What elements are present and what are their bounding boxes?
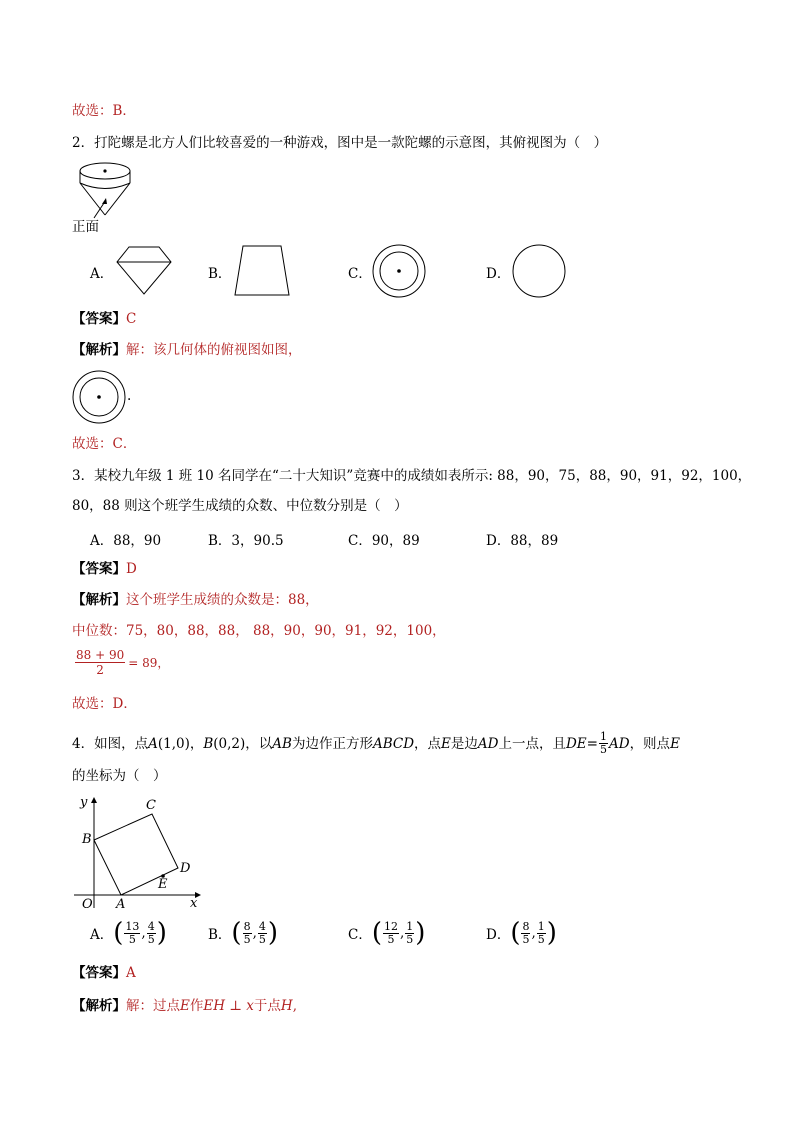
option-label: D．	[486, 927, 511, 943]
fraction-denominator: 5	[522, 932, 530, 946]
q4-seg-ad: AD	[608, 735, 630, 752]
fraction-numerator: 4	[147, 919, 155, 933]
left-paren: (	[371, 918, 382, 948]
right-paren: )	[156, 918, 167, 948]
q3-option-b: B．3，90.5	[208, 533, 284, 549]
q4-analysis-x: x	[246, 998, 254, 1014]
q1-conclusion-text: 故选：B．	[72, 103, 136, 119]
q4-point-e: E	[670, 735, 680, 752]
fraction-denominator: 5	[599, 743, 607, 756]
q4-option-d	[486, 920, 557, 946]
q2-option-a-label: A．	[90, 266, 114, 282]
q4-square-name: ABCD	[372, 735, 415, 752]
q2-analysis-text: 解：该几何体的俯视图如图，	[126, 342, 302, 358]
q4-stem-line1	[72, 731, 680, 756]
q3-analysis-line	[72, 591, 319, 609]
x-fraction	[243, 921, 252, 946]
x-fraction	[383, 921, 399, 946]
fraction-numerator: 8	[243, 919, 251, 933]
q2-option-d-figure	[511, 243, 567, 299]
fig-label-e: E	[158, 877, 168, 892]
q3-stem-line1: 3．某校九年级 1 班 10 名同学在“二十大知识”竞赛中的成绩如表所示: 88，90，75，88，90，91，92，100，	[72, 468, 752, 484]
fraction-numerator: 12	[384, 919, 398, 933]
q4-option-c	[348, 920, 425, 946]
q4-text: ，则点	[629, 735, 671, 752]
answer-tag: 【答案】	[72, 965, 126, 981]
q3-answer-line	[72, 560, 137, 578]
comma: ,	[400, 925, 405, 941]
q3-median-fraction	[75, 648, 125, 677]
q4-analysis-text: 作	[189, 998, 204, 1014]
left-paren: (	[113, 918, 124, 948]
fraction-denominator: 5	[387, 932, 395, 946]
q2-spinning-top-figure	[72, 160, 142, 222]
q2-option-b-figure	[233, 244, 291, 298]
q2-figure-period: .	[127, 388, 132, 404]
right-paren: )	[415, 918, 426, 948]
fraction-denominator: 5	[128, 932, 136, 946]
q3-option-d: D．88，89	[486, 533, 559, 549]
x-fraction	[521, 921, 530, 946]
q4-analysis-seg-eh: EH	[203, 998, 225, 1014]
q4-text: ，点	[414, 735, 442, 752]
fig-label-a: A	[116, 897, 126, 912]
left-paren: (	[231, 918, 242, 948]
q4-analysis-point-h: H	[280, 998, 293, 1014]
q4-seg-ad: AD	[477, 735, 499, 752]
q3-stem-line2: 80，88 则这个班学生成绩的众数、中位数分别是（ ）	[72, 498, 408, 514]
fraction-numerator: 1	[599, 730, 607, 743]
q4-option-b	[208, 920, 278, 946]
q4-point-b: B	[203, 735, 214, 752]
q4-analysis-text: 于点	[253, 998, 281, 1014]
fig-label-x: x	[190, 896, 198, 911]
fraction-denominator: 5	[258, 932, 266, 946]
answer-tag: 【答案】	[72, 311, 126, 327]
comma: ,	[531, 925, 536, 941]
q4-seg-de: DE	[565, 735, 587, 752]
option-label: A．	[90, 927, 114, 943]
fig-label-d: D	[180, 861, 191, 876]
analysis-tag: 【解析】	[72, 998, 126, 1014]
q2-answer-line	[72, 310, 136, 328]
fig-label-b: B	[82, 832, 92, 847]
q4-point-a: A	[148, 735, 158, 752]
q4-answer-line	[72, 964, 136, 982]
fraction-numerator: 13	[125, 919, 140, 933]
fraction-numerator: 8	[522, 919, 530, 933]
q2-analysis-figure	[71, 369, 127, 425]
q4-option-a	[90, 920, 167, 946]
comma: ,	[252, 925, 257, 941]
fig-label-y: y	[80, 795, 88, 810]
fraction-numerator: 88 + 90	[76, 648, 125, 662]
q4-fraction-one-fifth	[599, 731, 608, 756]
q4-analysis-text: ,	[292, 998, 297, 1014]
option-label: B．	[208, 927, 232, 943]
analysis-tag: 【解析】	[72, 342, 126, 358]
q2-option-a-figure	[115, 246, 173, 296]
fraction-denominator: 5	[147, 932, 155, 946]
q2-answer: C	[126, 311, 137, 327]
q3-conclusion: 故选：D．	[72, 696, 137, 712]
y-fraction	[405, 921, 414, 946]
q4-text: 为边作正方形	[291, 735, 373, 752]
q4-text: 是边	[450, 735, 478, 752]
right-paren: )	[267, 918, 279, 948]
right-paren: )	[546, 918, 557, 948]
q2-option-c-figure	[371, 243, 427, 299]
q3-analysis-text: 这个班学生成绩的众数是：88，	[126, 592, 319, 608]
q2-option-b-label: B．	[208, 266, 232, 282]
fraction-denominator: 5	[406, 932, 414, 946]
perpendicular-symbol: ⊥	[225, 998, 247, 1014]
y-fraction	[537, 921, 546, 946]
q4-analysis-text: 解：过点	[126, 998, 180, 1014]
q2-conclusion: 故选：C．	[72, 436, 137, 452]
q3-answer: D	[126, 561, 137, 577]
fraction-denominator: 2	[96, 663, 104, 677]
fraction-denominator: 5	[537, 932, 545, 946]
q3-median-calc	[74, 648, 169, 677]
q2-option-c-label: C．	[348, 266, 372, 282]
q4-stem-line2: 的坐标为（ ）	[72, 768, 167, 784]
q4-coordinate-figure	[70, 792, 210, 914]
comma: ,	[141, 925, 146, 941]
q2-stem: 2．打陀螺是北方人们比较喜爱的一种游戏，图中是一款陀螺的示意图，其俯视图为（ ）	[72, 135, 608, 151]
q2-front-label: 正面	[72, 219, 99, 235]
answer-tag: 【答案】	[72, 561, 126, 577]
fraction-numerator: 1	[406, 919, 414, 933]
q4-text: ，	[189, 735, 204, 752]
q4-equals: =	[586, 735, 598, 752]
y-fraction	[258, 921, 267, 946]
q3-median-result: = 89，	[128, 656, 170, 670]
q4-text: 上一点，且	[498, 735, 566, 752]
q4-analysis-point-e: E	[180, 998, 190, 1014]
analysis-tag: 【解析】	[72, 592, 126, 608]
q3-median-line: 中位数：75，80，88，88， 88，90，90，91，92，100，	[72, 623, 446, 639]
q4-text: 4．如图，点	[72, 735, 149, 752]
fraction-denominator: 5	[243, 932, 251, 946]
q4-point-b-coord: (0,2)	[213, 735, 246, 752]
q4-seg-ab: AB	[272, 735, 292, 752]
fraction-numerator: 1	[537, 919, 545, 933]
q3-option-a: A．88，90	[90, 533, 162, 549]
fig-label-c: C	[146, 798, 156, 813]
q2-analysis-line	[72, 341, 302, 359]
q4-analysis-line	[72, 997, 297, 1015]
fig-label-o: O	[82, 897, 93, 912]
left-paren: (	[510, 918, 521, 948]
q4-answer: A	[126, 965, 136, 981]
q4-text: ，以	[245, 735, 273, 752]
q4-point-a-coord: (1,0)	[157, 735, 190, 752]
y-fraction	[147, 921, 156, 946]
x-fraction	[124, 921, 140, 946]
q3-option-c: C．90，89	[348, 533, 420, 549]
option-label: C．	[348, 927, 372, 943]
q1-conclusion	[72, 102, 136, 120]
q2-option-d-label: D．	[486, 266, 511, 282]
q4-point-e: E	[441, 735, 451, 752]
fraction-numerator: 4	[258, 919, 266, 933]
